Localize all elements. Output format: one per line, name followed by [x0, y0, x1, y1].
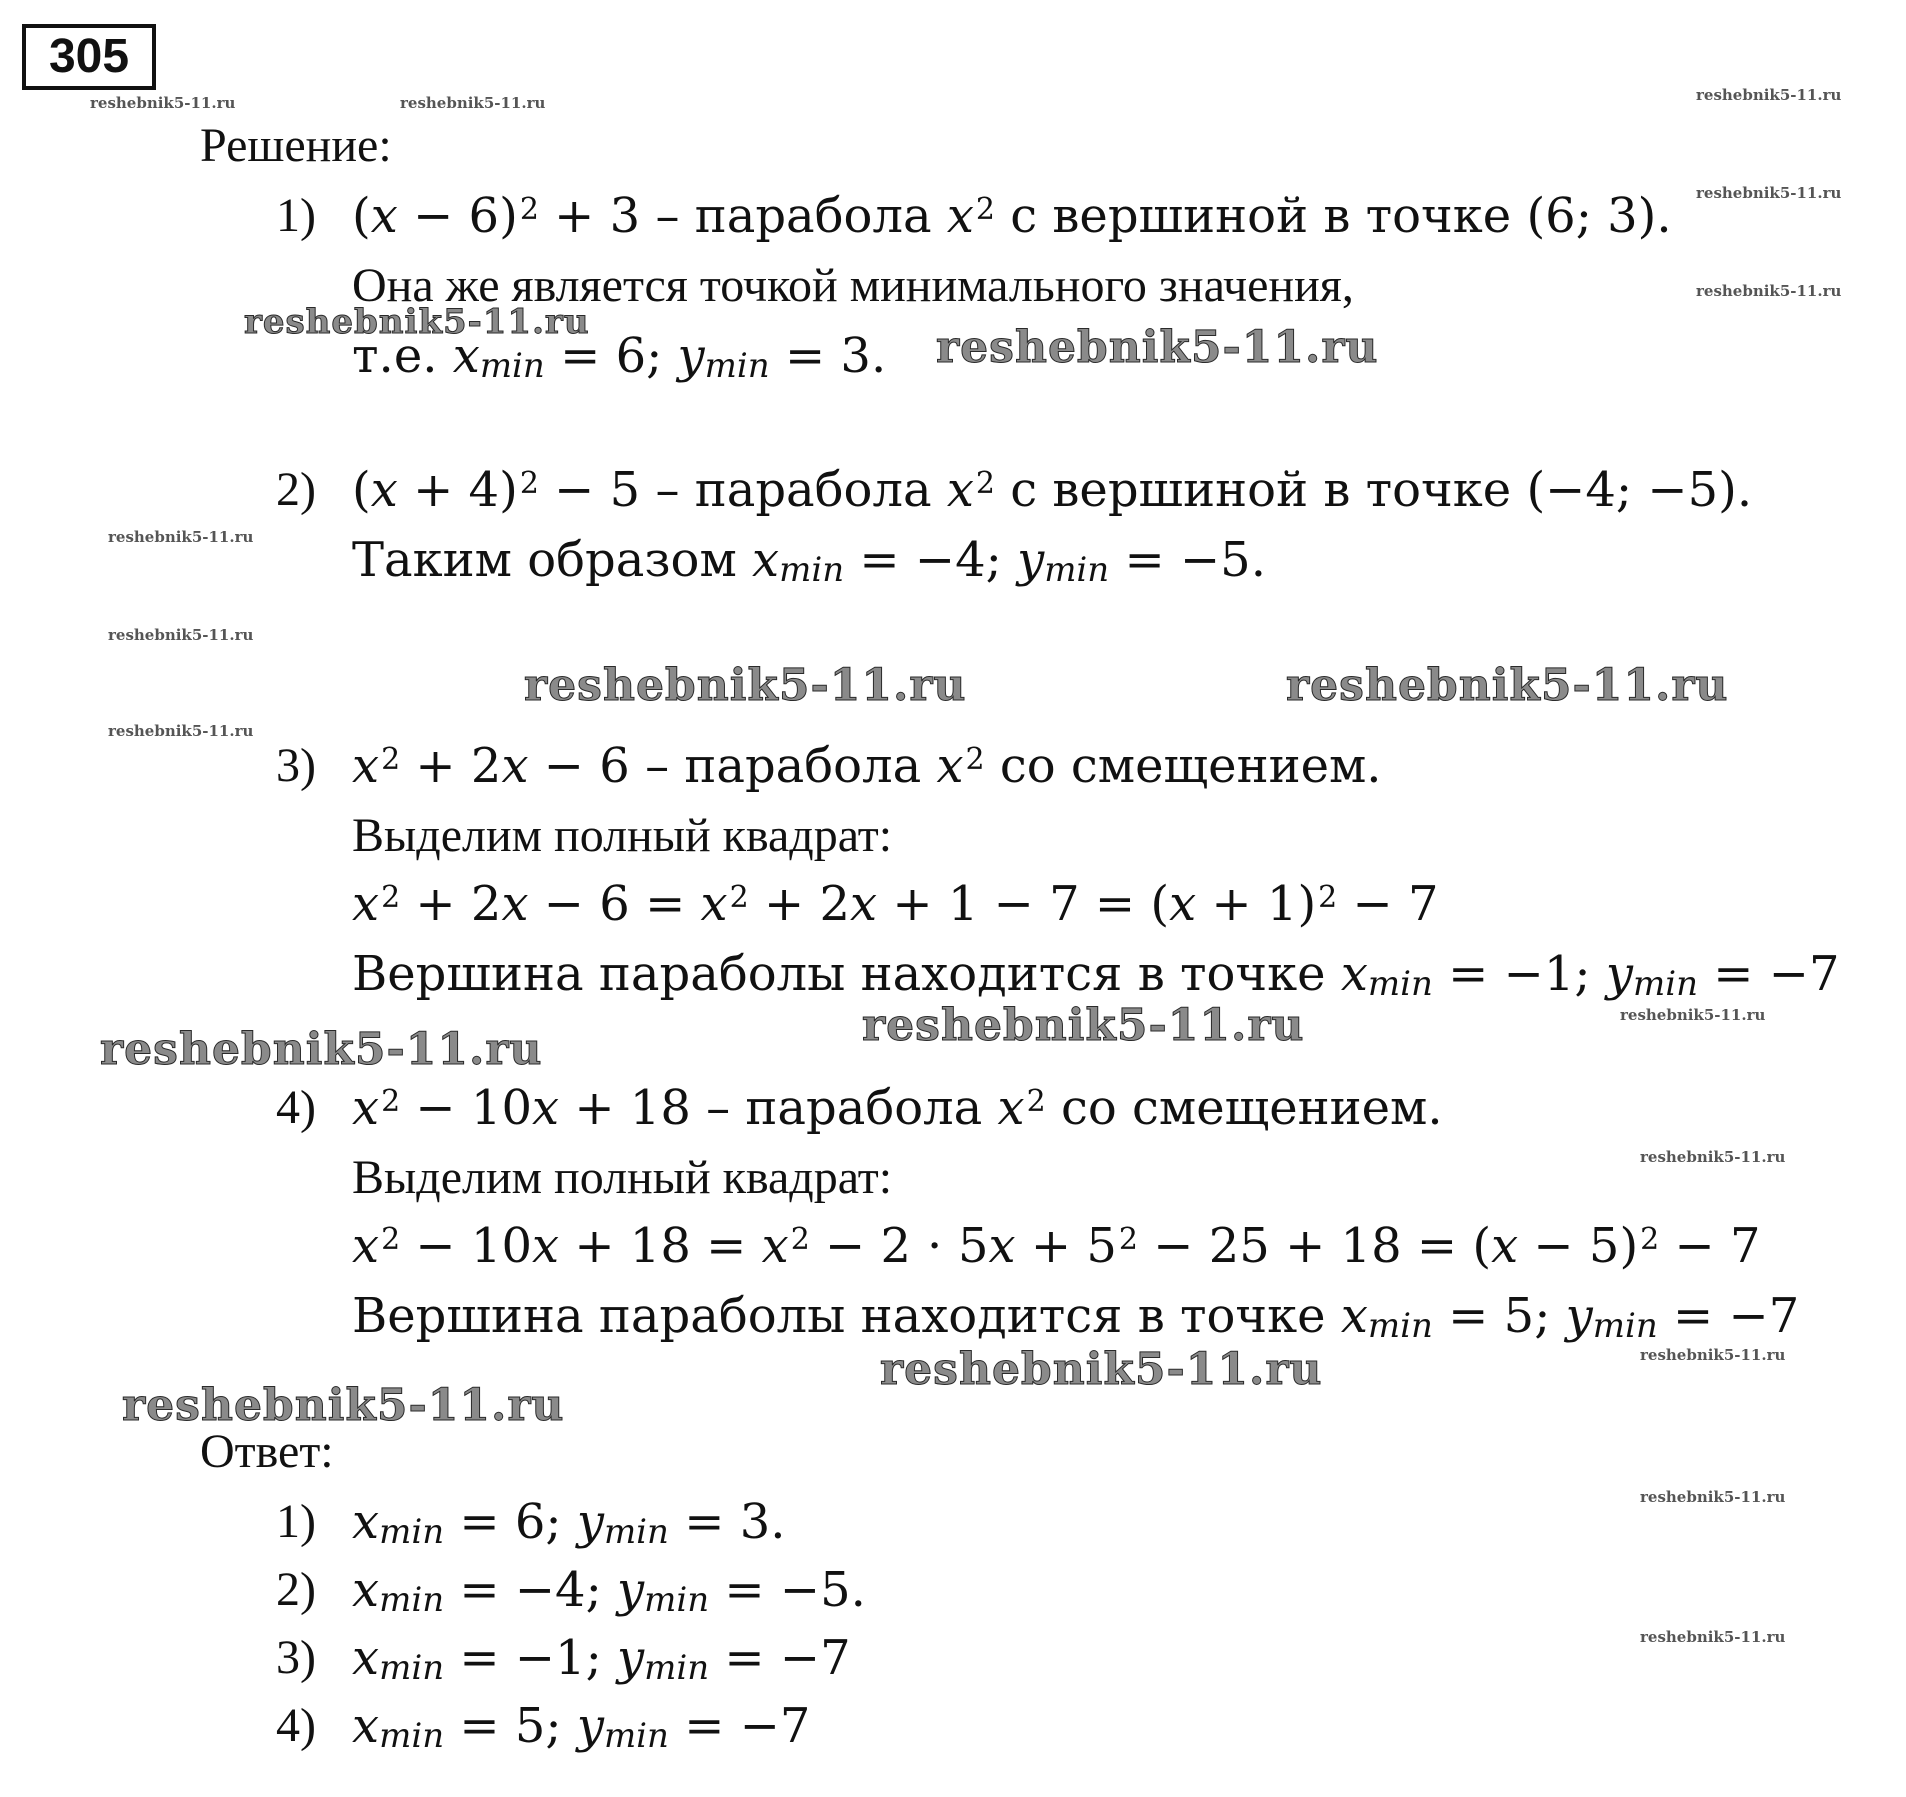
watermark: reshebnik5-11.ru — [1640, 1148, 1786, 1166]
watermark: reshebnik5-11.ru — [108, 626, 254, 644]
watermark: reshebnik5-11.ru — [1696, 282, 1842, 300]
watermark: reshebnik5-11.ru — [1696, 184, 1842, 202]
item-2-line2: Таким образом $x_{min} = -4$; $y_{min} = -5$. — [352, 532, 1266, 590]
item-1-line2: Она же является точкой минимального значения, — [352, 259, 1354, 312]
watermark: reshebnik5-11.ru — [1640, 1346, 1786, 1364]
answer-4: $x_{min} = 5$; $y_{min} = -7$ — [352, 1698, 811, 1756]
watermark: reshebnik5-11.ru — [108, 528, 254, 546]
watermark: reshebnik5-11.ru — [108, 722, 254, 740]
answer-3: $x_{min} = -1$; $y_{min} = -7$ — [352, 1630, 851, 1688]
answer-1: $x_{min} = 6$; $y_{min} = 3$. — [352, 1494, 786, 1552]
item-2-number: 2) — [276, 463, 316, 516]
answer-heading: Ответ: — [200, 1425, 334, 1478]
item-4-expression: $x^2 - 10x + 18$ — [352, 1080, 691, 1136]
item-1-line1: $(x - 6)^2 + 3$ – парабола $x^2$ с вершиной в точке (6; 3). — [352, 188, 1672, 244]
problem-number-box: 305 — [22, 24, 156, 90]
item-1-expression: $(x - 6)^2 + 3$ — [352, 188, 641, 244]
watermark: reshebnik5-11.ru — [1286, 660, 1729, 711]
item-3-line1: $x^2 + 2x - 6$ – парабола $x^2$ со смещением. — [352, 738, 1382, 794]
answer-2: $x_{min} = -4$; $y_{min} = -5$. — [352, 1562, 866, 1620]
item-4-complete-square: $x^2 - 10x + 18 = x^2 - 2 \cdot 5x + 5^2 - 25 + 18 = (x - 5)^2 - 7$ — [352, 1218, 1761, 1274]
answer-4-number: 4) — [276, 1699, 316, 1752]
watermark: reshebnik5-11.ru — [244, 302, 590, 342]
item-2-expression: $(x + 4)^2 - 5$ — [352, 462, 641, 518]
answer-1-number: 1) — [276, 1495, 316, 1548]
watermark: reshebnik5-11.ru — [100, 1024, 543, 1075]
watermark: reshebnik5-11.ru — [524, 660, 967, 711]
item-3-complete-square: $x^2 + 2x - 6 = x^2 + 2x + 1 - 7 = (x + 1)^2 - 7$ — [352, 876, 1439, 932]
item-3-expression: $x^2 + 2x - 6$ — [352, 738, 630, 794]
watermark: reshebnik5-11.ru — [1640, 1488, 1786, 1506]
item-3-line2: Выделим полный квадрат: — [352, 809, 893, 862]
item-3-number: 3) — [276, 739, 316, 792]
watermark: reshebnik5-11.ru — [1640, 1628, 1786, 1646]
item-4-vertex: Вершина параболы находится в точке $x_{min} = 5$; $y_{min} = -7$ — [352, 1288, 1800, 1346]
answer-2-number: 2) — [276, 1563, 316, 1616]
watermark: reshebnik5-11.ru — [880, 1344, 1323, 1395]
item-2-line1: $(x + 4)^2 - 5$ – парабола $x^2$ с вершиной в точке (−4; −5). — [352, 462, 1753, 518]
watermark: reshebnik5-11.ru — [1696, 86, 1842, 104]
solution-heading: Решение: — [200, 119, 392, 172]
item-1-line3: т.е. $x_{min} = 6$; $y_{min} = 3$. — [352, 328, 887, 386]
watermark: reshebnik5-11.ru — [1620, 1006, 1766, 1024]
item-3-vertex: Вершина параболы находится в точке $x_{min} = -1$; $y_{min} = -7$ — [352, 946, 1840, 1004]
watermark: reshebnik5-11.ru — [400, 94, 546, 112]
item-4-line2: Выделим полный квадрат: — [352, 1151, 893, 1204]
watermark: reshebnik5-11.ru — [862, 1000, 1305, 1051]
item-4-line1: $x^2 - 10x + 18$ – парабола $x^2$ со смещением. — [352, 1080, 1443, 1136]
item-1-number: 1) — [276, 189, 316, 242]
watermark: reshebnik5-11.ru — [122, 1380, 565, 1431]
watermark: reshebnik5-11.ru — [90, 94, 236, 112]
watermark: reshebnik5-11.ru — [936, 322, 1379, 373]
item-4-number: 4) — [276, 1081, 316, 1134]
answer-3-number: 3) — [276, 1631, 316, 1684]
